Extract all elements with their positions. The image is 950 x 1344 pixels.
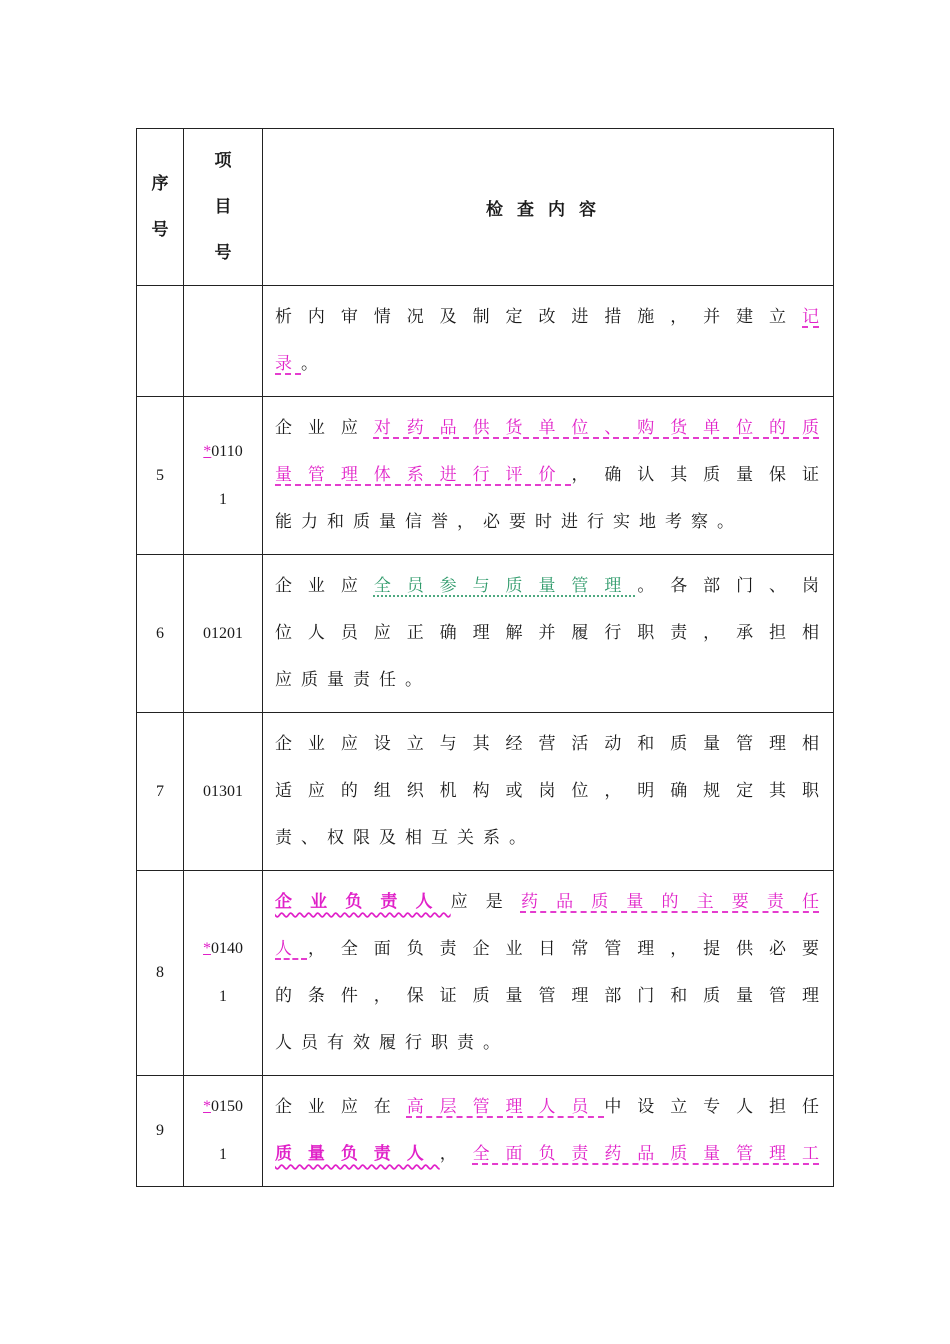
content-line	[275, 405, 819, 452]
content-text: 应是	[450, 892, 521, 912]
content-line	[275, 341, 819, 388]
content-text: 应质量责任。	[275, 670, 431, 690]
row-item-code	[184, 286, 263, 397]
header-item-no	[184, 129, 263, 286]
highlighted-text: 录	[275, 354, 301, 374]
content-text: ，	[439, 1144, 473, 1164]
content-line	[275, 1020, 819, 1067]
content-line	[275, 610, 819, 657]
row-serial-number: 9	[137, 1076, 184, 1187]
content-text: 企业应设立与其经营活动和质量管理相	[275, 734, 819, 754]
header-item-char: 目	[214, 197, 232, 217]
header-content-label: 检查内容	[486, 199, 610, 220]
item-code-line: 1	[219, 490, 227, 508]
item-code-line: 01301	[203, 782, 243, 800]
content-text: 企业应	[275, 418, 374, 438]
highlighted-text: 全面负责药品质量管理工	[472, 1144, 819, 1164]
content-text: 。	[301, 354, 327, 374]
header-item-char: 号	[214, 243, 232, 263]
content-text: 责、权限及相互关系。	[275, 828, 535, 848]
content-line	[275, 657, 819, 704]
row-item-code	[184, 555, 263, 713]
content-line	[275, 499, 819, 546]
key-item-star: *	[203, 940, 211, 957]
content-text: 。各部门、岗	[637, 576, 819, 596]
content-line	[275, 973, 819, 1020]
content-text: ，全面负责企业日常管理，提供必要	[307, 939, 819, 959]
row-content	[263, 397, 834, 555]
row-content	[263, 1076, 834, 1187]
item-code-line: *0150	[203, 1098, 243, 1115]
highlighted-text: 高层管理人员	[406, 1097, 605, 1117]
inspection-table	[136, 128, 834, 1187]
content-line	[275, 879, 819, 926]
table-row	[137, 286, 834, 397]
row-content	[263, 713, 834, 871]
content-line	[275, 768, 819, 815]
row-item-code	[184, 871, 263, 1076]
header-item-char: 项	[214, 151, 232, 171]
content-line	[275, 452, 819, 499]
content-line	[275, 721, 819, 768]
item-code-line: *0140	[203, 940, 243, 957]
item-code-line: *0110	[203, 442, 243, 460]
content-text: 适应的组织机构或岗位，明确规定其职	[275, 781, 819, 801]
table-row	[137, 713, 834, 871]
content-text: 的条件，保证质量管理部门和质量管理	[275, 986, 819, 1006]
header-serial-char: 序	[151, 174, 169, 194]
content-text: 析内审情况及制定改进措施，并建立	[275, 307, 802, 327]
header-serial	[137, 129, 184, 286]
content-text: 人员有效履行职责。	[275, 1033, 509, 1053]
header-row	[137, 129, 834, 286]
key-item-star: *	[203, 442, 212, 460]
item-code-line: 01201	[203, 624, 243, 642]
row-content	[263, 871, 834, 1076]
content-text: 企业应在	[275, 1097, 407, 1117]
row-serial-number: 5	[137, 397, 184, 555]
highlighted-text: 全员参与质量管理	[373, 576, 638, 596]
content-line	[275, 926, 819, 973]
row-content	[263, 555, 834, 713]
content-line	[275, 1084, 819, 1131]
content-text: 企业应	[275, 576, 374, 596]
header-content	[263, 129, 834, 286]
highlighted-text: 人	[275, 939, 308, 959]
row-serial-number	[137, 286, 184, 397]
key-item-star: *	[203, 1098, 211, 1115]
row-serial-number: 8	[137, 871, 184, 1076]
row-item-code	[184, 713, 263, 871]
highlighted-text: 记	[802, 307, 819, 327]
highlighted-text: 药品质量的主要责任	[520, 892, 819, 912]
row-item-code	[184, 1076, 263, 1187]
row-serial-number: 6	[137, 555, 184, 713]
content-text: 位人员应正确理解并履行职责，承担相	[275, 623, 819, 643]
content-line	[275, 563, 819, 610]
content-text: 能力和质量信誉，必要时进行实地考察。	[275, 512, 743, 532]
table-row	[137, 871, 834, 1076]
table-row	[137, 1076, 834, 1187]
highlighted-text: 质量负责人	[275, 1144, 440, 1164]
item-code-line: 1	[219, 988, 227, 1005]
content-text: 中设立专人担任	[604, 1097, 819, 1117]
content-line	[275, 815, 819, 862]
table-row	[137, 397, 834, 555]
highlighted-text: 企业负责人	[275, 892, 451, 912]
header-serial-char: 号	[151, 220, 169, 240]
row-item-code	[184, 397, 263, 555]
table-row	[137, 555, 834, 713]
content-text: ，确认其质量保证	[571, 465, 819, 485]
highlighted-text: 量管理体系进行评价	[275, 465, 572, 485]
highlighted-text: 对药品供货单位、购货单位的质	[373, 418, 819, 438]
item-code-line: 1	[219, 1146, 227, 1163]
content-line	[275, 294, 819, 341]
row-serial-number: 7	[137, 713, 184, 871]
row-content	[263, 286, 834, 397]
content-line	[275, 1131, 819, 1178]
